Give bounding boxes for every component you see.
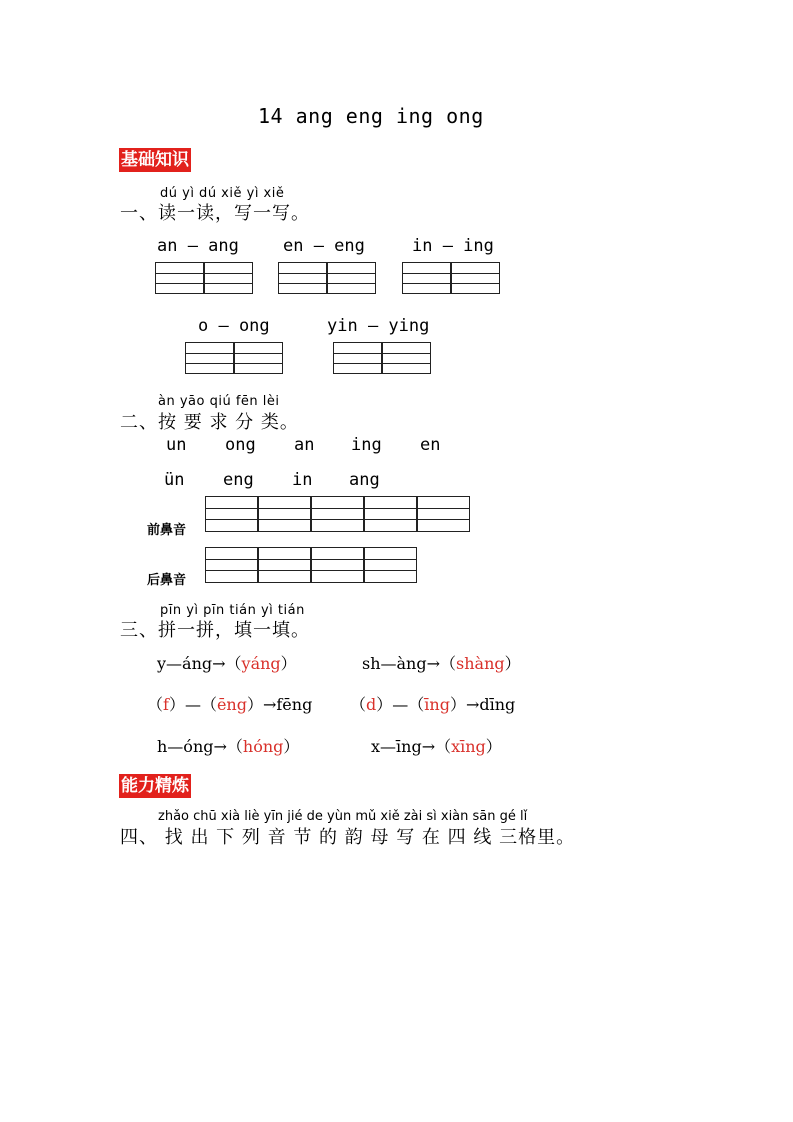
writing-grid-cell[interactable]: [311, 496, 364, 532]
q2-syllable: in: [292, 470, 313, 490]
q1-pair: in – ing: [412, 236, 494, 256]
writing-grid-cell[interactable]: [417, 496, 470, 532]
q3-pinyin: pīn yì pīn tián yì tián: [160, 603, 305, 618]
front-nasal-label: 前鼻音: [147, 523, 187, 538]
q2-syllable: an: [294, 435, 315, 455]
q4-pinyin: zhǎo chū xià liè yīn jié de yùn mǔ xiě zài sì xiàn sān gé lǐ: [158, 809, 528, 824]
writing-grid-cell[interactable]: [205, 547, 258, 583]
writing-grid-cell[interactable]: [155, 262, 204, 294]
q3-item: sh—àng→（shàng）: [362, 654, 521, 673]
writing-grid-cell[interactable]: [185, 342, 234, 374]
back-nasal-label: 后鼻音: [147, 573, 187, 588]
q2-syllable: ing: [351, 435, 382, 455]
q2-syllable: ang: [349, 470, 380, 490]
writing-grid-cell[interactable]: [451, 262, 500, 294]
page-title: 14 ang eng ing ong: [258, 104, 484, 128]
q3-item: （f）—（ēng）→fēng: [147, 695, 313, 714]
q2-text: 二、按 要 求 分 类。: [120, 412, 299, 433]
q1-pinyin: dú yì dú xiě yì xiě: [160, 186, 285, 201]
writing-grid-cell[interactable]: [327, 262, 376, 294]
q2-syllable: un: [166, 435, 187, 455]
q3-item: h—óng→（hóng）: [157, 737, 300, 756]
writing-grid-cell[interactable]: [258, 496, 311, 532]
writing-grid-cell[interactable]: [364, 496, 417, 532]
writing-grid-cell[interactable]: [382, 342, 431, 374]
writing-grid-cell[interactable]: [278, 262, 327, 294]
writing-grid-cell[interactable]: [205, 496, 258, 532]
q1-text: 一、读一读，写一写。: [120, 203, 310, 224]
q2-syllable: eng: [223, 470, 254, 490]
writing-grid-cell[interactable]: [258, 547, 311, 583]
q2-syllable: en: [420, 435, 441, 455]
q1-pair: yin – ying: [327, 316, 430, 336]
q2-pinyin: àn yāo qiú fēn lèi: [158, 394, 280, 409]
q2-syllable: ong: [225, 435, 256, 455]
writing-grid-cell[interactable]: [311, 547, 364, 583]
q1-pair: an – ang: [157, 236, 239, 256]
section-tag-basic: 基础知识: [121, 150, 189, 170]
writing-grid-cell[interactable]: [402, 262, 451, 294]
q4-text: 四、 找 出 下 列 音 节 的 韵 母 写 在 四 线 三格里。: [120, 827, 576, 848]
writing-grid-cell[interactable]: [204, 262, 253, 294]
writing-grid-cell[interactable]: [333, 342, 382, 374]
writing-grid-cell[interactable]: [364, 547, 417, 583]
q1-pair: en – eng: [283, 236, 365, 256]
q1-pair: o – ong: [198, 316, 270, 336]
q3-item: （d）—（īng）→dīng: [350, 695, 516, 714]
q3-item: y—áng→（yáng）: [157, 654, 297, 673]
writing-grid-cell[interactable]: [234, 342, 283, 374]
q3-text: 三、拼一拼，填一填。: [120, 620, 310, 641]
q3-item: x—īng→（xīng）: [371, 737, 502, 756]
section-tag-ability: 能力精炼: [121, 776, 189, 796]
q2-syllable: ün: [164, 470, 185, 490]
